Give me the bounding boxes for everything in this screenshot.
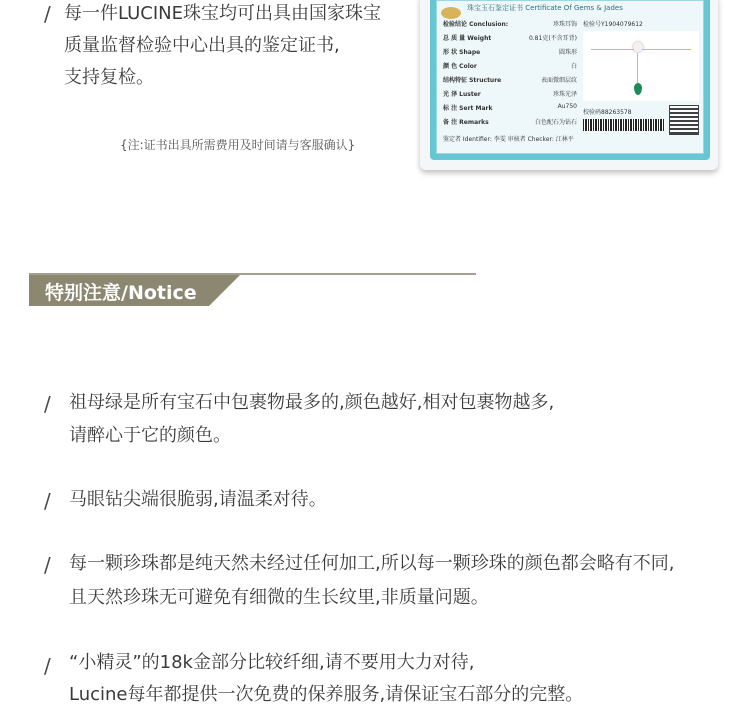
conclusion-value: 珍珠耳饰 — [552, 21, 577, 28]
detail-key: 光 泽 Luster — [443, 91, 481, 98]
bullet-slash: / — [44, 489, 51, 513]
bullet-slash: / — [44, 553, 51, 577]
detail-key: 结构特征 Structure — [443, 77, 502, 84]
detail-key: 形 状 Shape — [443, 49, 481, 56]
qr-code-icon — [669, 105, 699, 135]
notice-title: 特别注意/Notice — [45, 282, 197, 304]
intro-line-1: 每一件LUCINE珠宝均可出具由国家珠宝 — [64, 3, 382, 24]
certificate-header: 珠宝玉石鉴定证书 Certificate Of Gems & Jades — [467, 4, 623, 12]
conclusion-label: 检验结论 Conclusion: — [443, 21, 509, 28]
earring-photo — [583, 31, 699, 101]
bullet-slash: / — [44, 2, 51, 26]
intro-line-3: 支持复检。 — [64, 67, 154, 88]
detail-key: 标 注 Sert Mark — [443, 105, 493, 112]
detail-value: Au750 — [557, 103, 577, 110]
bullet-slash: / — [44, 654, 51, 678]
detail-value: 白色配石为钻石 — [534, 119, 577, 126]
certificate-identifier: 鉴定者 Identifier: 李雯 审核者 Checker: 江林平 — [443, 136, 574, 143]
notice-item-1-line-1: 祖母绿是所有宝石中包裹物最多的,颜色越好,相对包裹物越多, — [69, 392, 555, 413]
detail-value: 0.81克(不含耳背) — [528, 35, 577, 42]
detail-value: 白 — [570, 63, 577, 70]
certificate-card — [430, 0, 710, 160]
intro-line-2: 质量监督检验中心出具的鉴定证书, — [64, 35, 340, 56]
detail-key: 备 注 Remarks — [443, 119, 489, 126]
detail-key: 颜 色 Color — [443, 63, 477, 70]
pearl-icon — [633, 42, 643, 52]
verification-code: 校验码88263578 — [583, 109, 632, 116]
detail-value: 表面微细层纹 — [540, 77, 577, 84]
certificate-photo-panel — [583, 19, 699, 147]
notice-item-1-line-2: 请醉心于它的颜色。 — [69, 425, 231, 446]
certificate-image — [420, 0, 718, 170]
notice-item-4-line-2: Lucine每年都提供一次免费的保养服务,请保证宝石部分的完整。 — [69, 684, 584, 705]
bullet-slash: / — [44, 392, 51, 416]
detail-value: 珍珠光泽 — [552, 91, 577, 98]
ngtc-logo-icon — [441, 7, 461, 19]
barcode-icon — [583, 119, 665, 131]
detail-key: 总 质 量 Weight — [443, 35, 492, 42]
emerald-drop-icon — [634, 83, 642, 95]
notice-item-2-line-1: 马眼钻尖端很脆弱,请温柔对待。 — [69, 489, 327, 510]
detail-value: 圆珠形 — [558, 49, 577, 56]
certificate-details — [443, 19, 577, 131]
certificate-number: 检验号Y1904079612 — [583, 21, 643, 28]
notice-item-3-line-1: 每一颗珍珠都是纯天然未经过任何加工,所以每一颗珍珠的颜色都会略有不同, — [69, 553, 675, 574]
notice-item-4-line-1: “小精灵”的18k金部分比较纤细,请不要用大力对待, — [69, 652, 475, 673]
notice-item-3-line-2: 且天然珍珠无可避免有细微的生长纹里,非质量问题。 — [69, 587, 489, 608]
section-divider — [29, 273, 476, 275]
certificate-fee-note: {注:证书出具所需费用及时间请与客服确认} — [120, 138, 356, 152]
